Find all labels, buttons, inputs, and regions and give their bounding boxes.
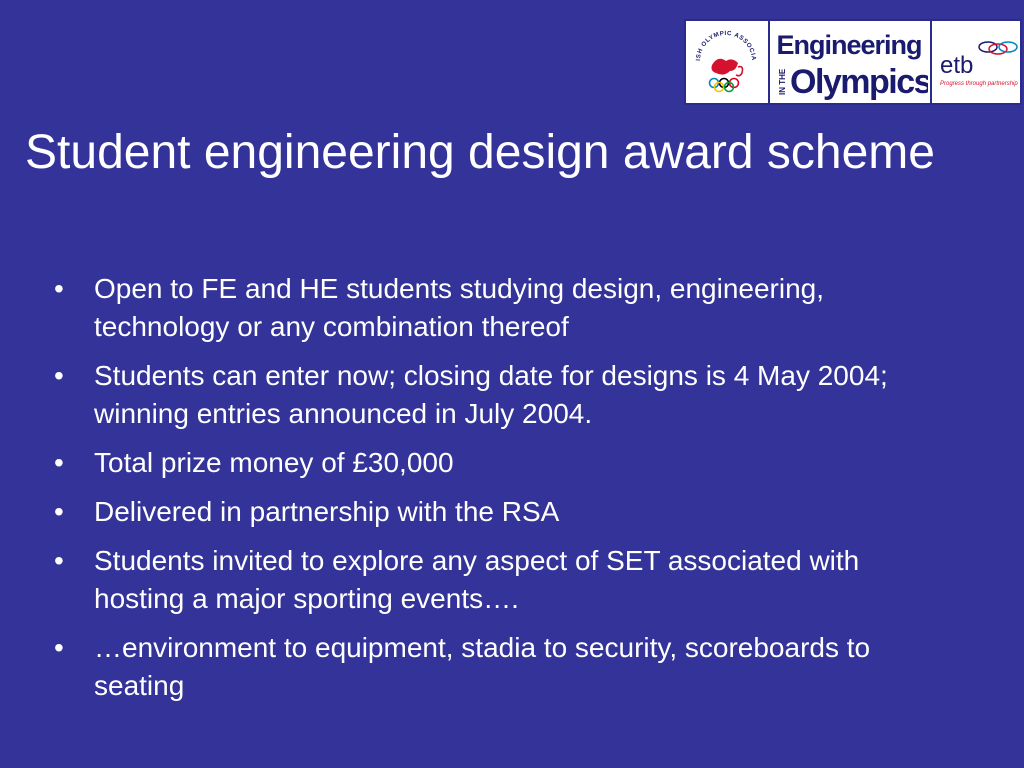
engineering-in-the-olympics-logo [770,21,932,103]
bullet-marker: • [54,360,64,391]
bullet-marker: • [54,632,64,663]
bullet-marker: • [54,496,64,527]
bullet-text: Delivered in partnership with the RSA [94,496,560,527]
bullet-item [54,542,914,618]
bullet-item [54,270,914,346]
olympics-word: Olympics [790,63,928,101]
etb-tagline: Progress through partnership [940,81,1018,87]
bullet-text: …environment to equipment, stadia to security, scoreboards to seating [94,632,871,701]
bullet-item [54,493,914,531]
olympic-rings-icon [710,79,739,92]
engineering-word: Engineering [776,30,922,60]
bullet-item [54,629,914,705]
british-olympic-association-logo [686,21,770,103]
bullet-marker: • [54,545,64,576]
bullet-text: Open to FE and HE students studying design, engineering, technology or any combination thereof [94,273,825,342]
in-the-word: IN THE [778,68,787,95]
etb-rings-icon [979,42,1017,54]
etb-word: etb [940,52,974,79]
etb-logo [932,21,1020,103]
bullet-text: Students invited to explore any aspect of SET associated with hosting a major sporting events…. [94,545,860,614]
bullet-marker: • [54,447,64,478]
bullet-text: Students can enter now; closing date for designs is 4 May 2004; winning entries announced in July 2004. [94,360,888,429]
bullet-list [54,270,914,716]
logo-banner [684,19,1022,105]
bullet-marker: • [54,273,64,304]
bullet-item [54,357,914,433]
bullet-text: Total prize money of £30,000 [94,447,454,478]
lion-emblem-icon [712,59,739,75]
bullet-item [54,444,914,482]
slide-title: Student engineering design award scheme [25,126,935,179]
svg-text:BRITISH OLYMPIC ASSOCIATION [686,21,757,61]
boa-arc-text: ISH OLYMPIC ASSOCIA [694,29,758,61]
